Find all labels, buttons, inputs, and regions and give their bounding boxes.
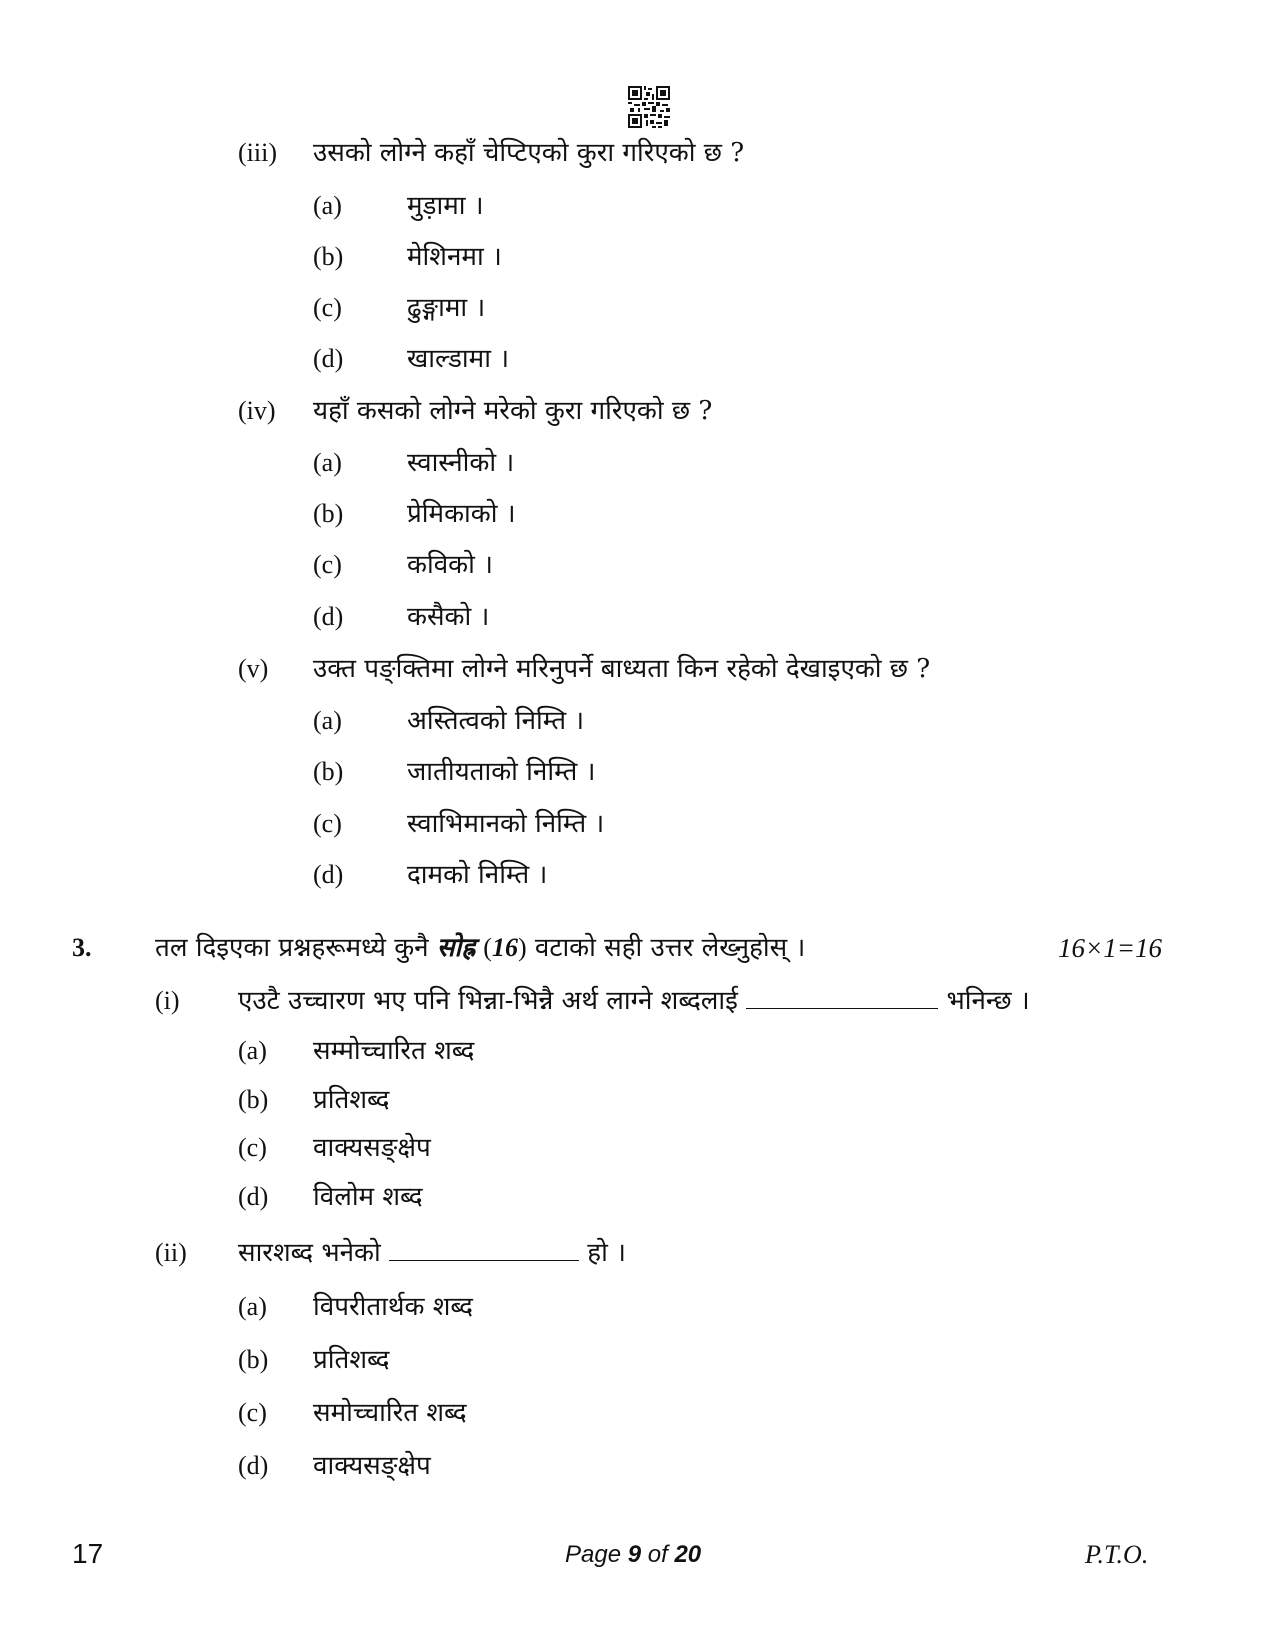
option-label: (b)	[313, 499, 344, 528]
option-text: मुड़ामा ।	[407, 191, 484, 221]
option-label: (a)	[238, 1292, 267, 1321]
option-label: (d)	[313, 860, 344, 889]
question-text	[238, 988, 1030, 1014]
option-label: (a)	[313, 448, 342, 477]
page-total: 20	[674, 1541, 702, 1568]
question-number: (iv)	[238, 396, 276, 425]
option-text: जातीयताको निम्ति ।	[407, 757, 596, 787]
option-text: सम्मोच्चारित शब्द	[313, 1036, 475, 1066]
instruction-text: तल दिइएका प्रश्नहरूमध्ये कुनै	[155, 933, 429, 963]
option-text: स्वाभिमानको निम्ति ।	[407, 809, 605, 839]
option-text: वाक्यसङ्क्षेप	[313, 1451, 431, 1481]
option-label: (b)	[238, 1085, 269, 1114]
marks-label: 16×1=16	[1058, 933, 1162, 963]
option-label: (d)	[238, 1451, 269, 1480]
option-text: स्वास्नीको ।	[407, 448, 515, 478]
question-text	[238, 1240, 626, 1266]
option-text: प्रेमिकाको ।	[407, 499, 516, 529]
option-label: (a)	[313, 191, 342, 220]
page-number	[565, 1541, 701, 1569]
option-text: कसैको ।	[407, 602, 490, 632]
option-text: खाल्डामा ।	[407, 344, 510, 374]
option-text: दामको निम्ति ।	[407, 860, 548, 890]
option-label: (b)	[238, 1345, 269, 1374]
answer-blank	[746, 1008, 938, 1009]
page-current: 9	[627, 1541, 642, 1568]
option-text: समोच्चारित शब्द	[313, 1398, 467, 1428]
option-label: (a)	[238, 1036, 267, 1065]
question-instruction	[155, 935, 805, 961]
question-text-before: एउटै उच्चारण भए पनि भिन्ना-भिन्नै अर्थ लाग्ने शब्दलाई	[238, 986, 738, 1016]
question-number: (i)	[155, 986, 180, 1015]
question-text-after: हो ।	[587, 1238, 626, 1268]
option-text: विलोम शब्द	[313, 1182, 423, 1212]
option-label: (d)	[313, 602, 344, 631]
instruction-paren: )	[517, 933, 527, 962]
question-text-after: भनिन्छ ।	[946, 986, 1030, 1016]
instruction-text: वटाको सही उत्तर लेख्नुहोस् ।	[534, 933, 806, 963]
question-number: (v)	[238, 654, 269, 683]
instruction-emphasis: सोह्र	[436, 933, 476, 963]
option-text: विपरीतार्थक शब्द	[313, 1292, 473, 1322]
question-text-before: सारशब्द भनेको	[238, 1238, 381, 1268]
option-text: प्रतिशब्द	[313, 1085, 390, 1115]
option-text: प्रतिशब्द	[313, 1345, 390, 1375]
option-text: ढुङ्गामा ।	[407, 293, 486, 323]
answer-blank	[389, 1260, 579, 1261]
option-label: (a)	[313, 706, 342, 735]
instruction-count: 16	[491, 933, 518, 962]
paper-code: 17	[72, 1538, 104, 1569]
option-label: (c)	[313, 293, 342, 322]
question-number: (ii)	[155, 1238, 187, 1267]
instruction-paren: (	[483, 933, 492, 962]
option-text: कविको ।	[407, 550, 493, 580]
question-text: उक्त पङ्क्तिमा लोग्ने मरिनुपर्ने बाध्यता किन रहेको देखाइएको छ ?	[313, 654, 931, 684]
option-label: (c)	[313, 809, 342, 838]
question-number: 3.	[72, 933, 92, 962]
page-prefix: Page	[565, 1541, 622, 1568]
qr-code-icon	[628, 86, 670, 128]
question-number: (iii)	[238, 138, 277, 167]
option-text: मेशिनमा ।	[407, 242, 502, 272]
option-text: अस्तित्वको निम्ति ।	[407, 706, 585, 736]
question-text: उसको लोग्ने कहाँ चेप्टिएको कुरा गरिएको छ ?	[313, 138, 745, 168]
option-label: (b)	[313, 242, 344, 271]
page-of: of	[647, 1541, 668, 1568]
option-text: वाक्यसङ्क्षेप	[313, 1133, 431, 1163]
option-label: (d)	[313, 344, 344, 373]
option-label: (d)	[238, 1182, 269, 1211]
question-text: यहाँ कसको लोग्ने मरेको कुरा गरिएको छ ?	[313, 396, 713, 426]
option-label: (c)	[238, 1133, 267, 1162]
option-label: (b)	[313, 757, 344, 786]
option-label: (c)	[313, 550, 342, 579]
please-turn-over: P.T.O.	[1085, 1540, 1149, 1569]
option-label: (c)	[238, 1398, 267, 1427]
